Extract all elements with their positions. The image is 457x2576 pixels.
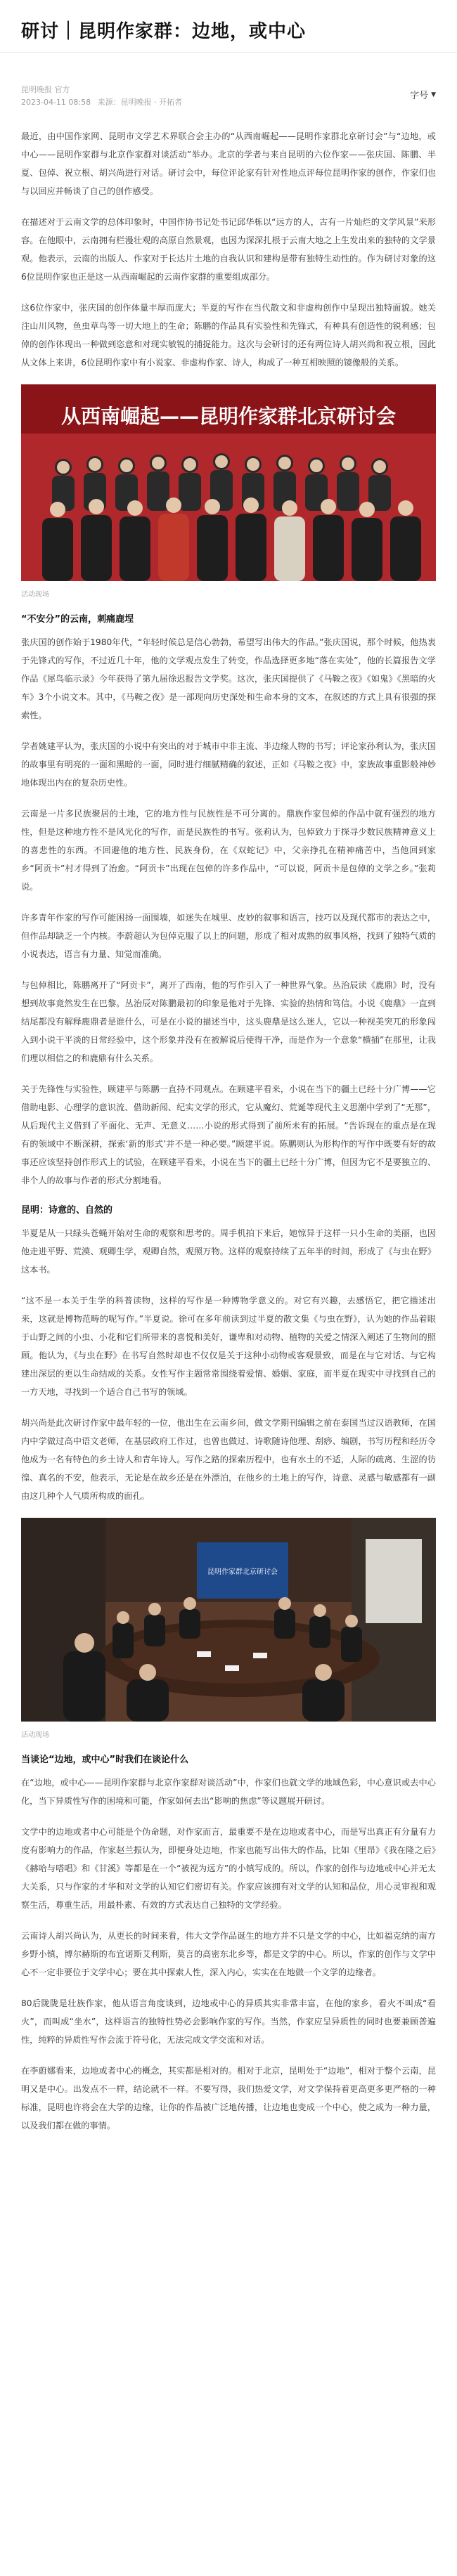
section-heading: 昆明：诗意的、自然的 xyxy=(21,1205,113,1216)
paragraph: 张庆国的创作始于1980年代，“年轻时候总是信心勃勃，希望写出伟大的作品。”张庆国说，那个时候，他热衷于先锋式的写作，不过近几十年，他的文学观点发生了转变，作品选择更多地“落在实处”，他的长篇报告文学作品《犀鸟临示录》今年获得了第九届徐迟报告文学奖。这次，张庆国提供了《马鞍之夜》《如鬼》《黑暗的火车》3个小说文本。其中，《马鞍之夜》是一部现向历史深处和生命本身的文本，在叙述的方式上具有很强的探索性。 xyxy=(21,637,436,720)
paragraph: 文学中的边地或者中心可能是个伪命题，对作家而言，最重要不是在边地或者中心，而是写出真正有分量有力度有影响力的作品，作家赵兰振认为，即便身处边地，作家也能写出伟大的作品，比如《里昂》《我在隆之后》《赫哈与嗒唱》和《甘溪》等都是在一个“被视为远方”的小镇写成的。所以，作家的创作与边地或中心并无太大关系，只与作家的才华和对文学的认知它们密切有关。作家应该拥有对文学的认知和品位，用心灵审视和观察生活，尊重生活，用最朴素、有效的方式表达自己独特的文学经验。 xyxy=(21,1827,436,1910)
section-heading: 当谈论“边地，或中心”时我们在谈论什么 xyxy=(21,1755,189,1765)
paragraph: 最近，由中国作家网、昆明市文学艺术界联合会主办的“从西南崛起——昆明作家群北京研讨会”与“边地，或中心——昆明作家群与北京作家群对谈活动”举办。北京的学者与来自昆明的六位作家——张庆国、陈鹏、半夏、包倬、祝立根、胡兴尚进行对话。研讨会中，每位评论家有针对性地点评每位昆明作家的创作，作家们也与以回应并畅谈了自己的创作感受。 xyxy=(21,131,436,196)
paragraph: 与包倬相比，陈鹏离开了“阿贡卡”，离开了西南，他的写作引入了一种世界气象。丛治辰读《鹿鼎》时，没有想到故事竟然发生在巴黎。丛治辰对陈鹏最初的印象是他对于先锋、实验的热情和笃信。小说《鹿鼎》一直到结尾都没有解释鹿鼎者是谁什么，可是在小说的描述当中，这头鹿鼎是这么迷人，它以一种视美突兀的形象闯入到小说干平淡的日常经验中，这个形象并没有在被解说后使得干净，而是作为一个意象“横插”在那里，让我们理以相信之的和鹿鼎有什么关系。 xyxy=(21,980,436,1063)
paragraph: 云南诗人胡兴尚认为，从更长的时间来看，伟大文学作品诞生的地方并不只是文学的中心，比如福克纳的南方乡野小镇，博尔赫斯的布宜诺斯艾利斯，莫言的高密东北乡等，都是文学的中心。所以，作家的创作与文学中心不一定非要位于文学中心；要在其中探索人性，深入内心，实实在在地做一个文学的边缘者。 xyxy=(21,1931,436,1977)
paragraph: 关于先锋性与实验性，顾建平与陈鹏一直持不同观点。在顾建平看来，小说在当下的疆土已经十分广博——它借助电影、心理学的意识流、借助新闻、纪实文学的形式，它从魔幻、荒诞等现代主义思潮中学到了“无那”，从后现代主义借到了平面化、无声、无意义……小说的形式得到了前所未有的拓展。“告诉现在的重点是在现有的领域中不断深耕，探索‘新的形式’并不是一种必要。”顾建平说。陈鹏则认为形构作的写作中既要有好的故事还应该坚持创作形式上的试验，在顾建平看来，小说在当下的疆土已经十分广博，但因为它不是要独立的、非个人的故事与作者的形式分割地看。 xyxy=(21,1084,436,1185)
paragraph: 半夏是从一只绿头苍蝇开始对生命的观察和思考的。周手机拍下来后，她惊异于这样一只小生命的美丽，也因他走进平野、荒漠、观卿生学，观卿自然，观照万物。这样的观察持续了五年半的时间，形成了《与虫在野》这本书。 xyxy=(21,1228,436,1275)
article-date: 2023-04-11 08:58 xyxy=(21,98,91,107)
meta-left xyxy=(21,84,186,109)
paragraph: 胡兴尚是此次研讨作家中最年轻的一位，他出生在云南乡间，做文学期刊编辑之前在泰国当过汉语教师，在国内中学做过高中语文老师，在基层政府工作过，也曾也做过、诗歌随诗他理、刮痧、编剧，书写历程和经历令他成为一名有特色的乡土诗人和青年诗人。写作之路的探索历程中，也有水土的不适，人际的疏离、生涩的彷徨、真名的不安，他表示，无论是在故乡还是在外漂泊，在他乡的土地上的写作，诗意、灵感与敏感都有一副由这几种个人气质所构成的面孔。 xyxy=(21,1418,436,1501)
paragraph: 在描述对于云南文学的总体印象时，中国作协书记处书记邱华栋以“远方的人，古有一片灿烂的文学风景”来形容。在他眼中，云南拥有栏漫壮观的高原自然景观，也因为深深扎根于云南大地之上生发出来的独特的文学景观。他表示，云南的出版人、作家对于长达片土地的自我认识和建构是带有独特生动性的。作为研讨对象的这6位昆明作家也正是这一从西南崛起的云南作家群的重要组成部分。 xyxy=(21,217,436,282)
article-title: 研讨｜昆明作家群：边地，或中心 xyxy=(21,20,307,42)
paragraph: 这6位作家中，张庆国的创作体量丰厚而庞大；半夏的写作在当代散文和非虚构创作中呈现出独特面貌。她关注山川风物，鱼虫草鸟等一切大地上的生命；陈鹏的作品具有实验性和先锋式，有种具有创造性的锐利感；包倬的创作体现出一种做到恣意和对现实敏锐的捕捉能力。这次与会研讨的还有两位诗人胡兴尚和祝立根，因此从文体上来讲，6位昆明作家中有小说家、非虚构作家、诗人，构成了一种互相映照的镜像般的关系。 xyxy=(21,303,436,367)
meta-line xyxy=(21,96,186,109)
figure-caption: 活动现场 xyxy=(21,591,49,599)
title-row xyxy=(0,14,457,53)
article-body xyxy=(21,127,436,2135)
article-origin: 来源：昆明晚报 · 开拓者 xyxy=(97,98,183,107)
meeting-photo xyxy=(21,1518,436,1722)
font-size-button[interactable] xyxy=(410,88,436,101)
meeting-figure xyxy=(21,1518,436,1739)
figure-caption: 活动现场 xyxy=(21,1731,49,1739)
banner-figure xyxy=(21,384,436,599)
section-heading: “不安分”的云南，刺痛鹿埕 xyxy=(21,614,134,625)
screen-text: 昆明作家群北京研讨会 xyxy=(207,1568,278,1576)
paragraph: 云南是一片多民族聚居的土地，它的地方性与民族性是不可分离的。鼎族作家包倬的作品中就有强烈的地方性，但是这种地方性不是风光化的写作，而是民族性的书写。张莉认为，包倬致力于探寻少数民族精神意义上的喜悲性的东西。不回避他的地方性、民族身份，在《双蛇记》中，父亲挣扎在精神痛苦中，当他回到家乡“阿贡卡”村才得到了治愈。“阿贡卡”出现在包倬的许多作品中，“可以说，阿贡卡是包倬的文学之乡。”张莉说。 xyxy=(21,809,436,892)
paragraph: 80后陇陇是壮族作家，他从语言角度谈到，边地或中心的异质其实非常丰富，在他的家乡，看火不叫成“看火”，而叫成“坐水”，这样语言的独特性势必会影响作家的写作。当然，作家应呈异质性的同时也要兼顾普遍性，纯粹的异质性写作会流于符号化，无法完成文学交流和对话。 xyxy=(21,1998,436,2045)
paragraph: 学者姚建平认为，张庆国的小说中有突出的对于城市中非主流、半边缘人物的书写；评论家孙利认为，张庆国的故事里有明亮的一面和黑暗的一面，同时进行细腻精确的叙述，正如《马鞍之夜》中，家族故事重影般神妙地体现出内在的复杂历史性。 xyxy=(21,741,436,788)
paragraph: 在“边地，或中心——昆明作家群与北京作家群对谈活动”中，作家们也就文学的地域色彩，中心意识或去中心化，当下异质性写作的困境和可能，作家如何去出“影响的焦虑”等议题展开研讨。 xyxy=(21,1778,436,1806)
font-size-label: 字号 xyxy=(410,91,429,101)
banner-photo xyxy=(21,384,436,581)
caret-down-icon: ▼ xyxy=(431,91,436,98)
article-meta xyxy=(21,84,436,109)
paragraph: 在李蔚娜看来，边地或者中心的概念，其实都是相对的。相对于北京，昆明处于“边地”，相对于整个云南，昆明又是中心。出发点不一样，结论就不一样。不要写得，我们热爱文学，对文学保持着更高更多更严格的一种标准，昆明也许将会在大学的边缘，让你的作品被广泛地传播，让边地也变成一个中心，使之成为一种力量，以及我们都在做的事情。 xyxy=(21,2066,436,2131)
paragraph: “这不是一本关于生学的科普读物，这样的写作是一种博物学意义的。对它有兴趣，去感悟它，把它描述出来，这就是博物范畴的呢写作。”半夏说。徐可在多年前读到过半夏的散文集《与虫在野》，认为她的作品着眼于山野之间的小虫、小花和它们所带来的喜悦和美好，谦卑和对动物、植物的关爱之情深入阐述了生物间的照顾。他认为，《与虫在野》在书写自然时却也不仅仅是关于这种小动物或客观景致，而是在与它对话、与它构建出深层的更以生命结成的关系。女性写作主题常常围绕着爱情、婚姻、家庭，而半夏在现实中寻找到自己的一方天地，寻找到一个适合自己书写的领域。 xyxy=(21,1296,436,1397)
paragraph: 许多青年作家的写作可能困扬一面围墙，如迷失在城里、皮妙的叙事和语言，技巧以及现代都市的表达之中，但作品却缺乏一个内核。李蔚超认为包倬克服了以上的问题，形成了相对成熟的叙事风格，找到了独特气质的小说表达，语言有力量、知觉而准确。 xyxy=(21,913,436,959)
article-source[interactable]: 昆明晚报 官方 xyxy=(21,85,70,94)
banner-text: 从西南崛起——昆明作家群北京研讨会 xyxy=(60,405,397,428)
